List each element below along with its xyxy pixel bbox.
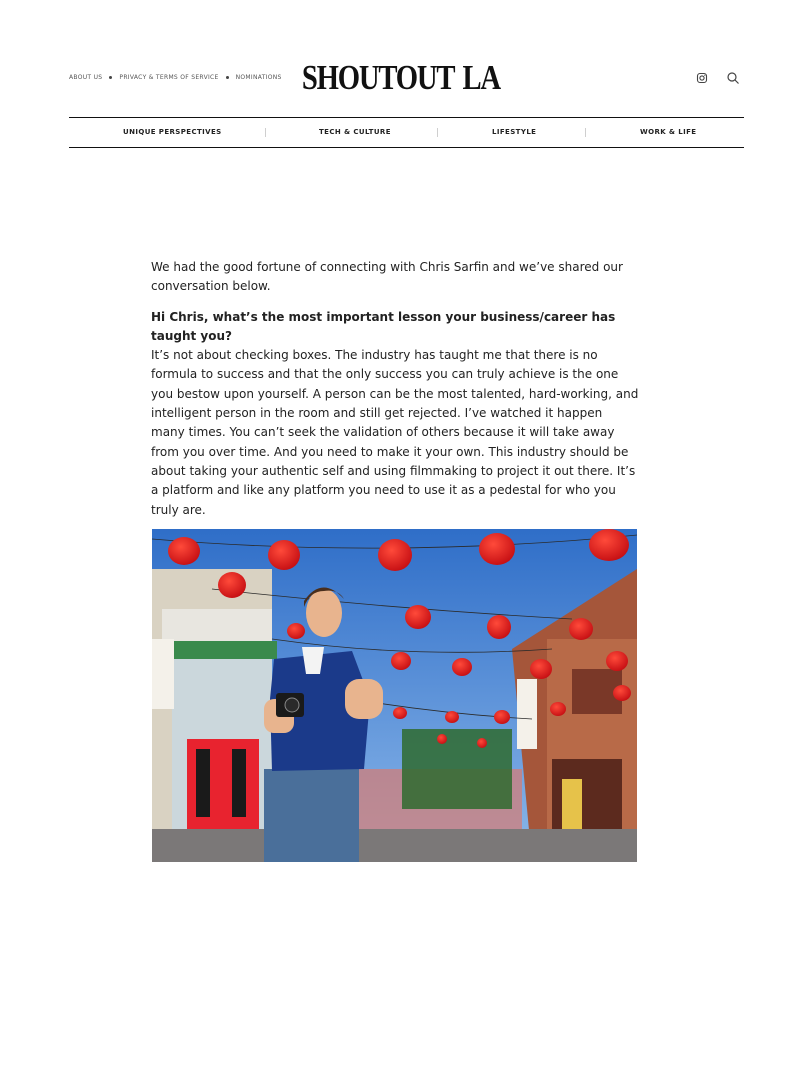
article-photo — [152, 529, 637, 862]
article-intro: We had the good fortune of connecting with Chris Sarfin and we’ve shared our conversation below. — [151, 260, 623, 294]
interview-question: Hi Chris, what’s the most important lesson your business/career has taught you? — [151, 309, 616, 343]
main-nav — [69, 117, 744, 148]
logo-word-shoutout: SHOUTOUT — [301, 58, 455, 97]
ground — [152, 829, 637, 862]
instagram-icon[interactable] — [695, 71, 709, 85]
nav-separator — [265, 128, 266, 137]
nav-lifestyle[interactable]: LIFESTYLE — [492, 128, 537, 136]
left-building — [152, 569, 277, 862]
site-logo[interactable] — [73, 58, 729, 98]
about-us-link[interactable]: ABOUT US — [69, 74, 103, 81]
trees — [402, 729, 512, 809]
nominations-link[interactable]: NOMINATIONS — [235, 74, 282, 81]
logo-word-la: LA — [462, 58, 500, 97]
search-icon[interactable] — [726, 71, 740, 85]
privacy-terms-link[interactable]: PRIVACY & TERMS OF SERVICE — [119, 74, 219, 81]
nav-unique-perspectives[interactable]: UNIQUE PERSPECTIVES — [123, 128, 222, 136]
nav-separator — [437, 128, 438, 137]
photo-illustration — [152, 529, 637, 862]
header-icons — [695, 71, 740, 85]
nav-work-life[interactable]: WORK & LIFE — [640, 128, 697, 136]
article-body — [151, 258, 639, 520]
nav-tech-culture[interactable]: TECH & CULTURE — [319, 128, 391, 136]
nav-separator — [585, 128, 586, 137]
interview-answer: It’s not about checking boxes. The industry has taught me that there is no formula to success and that the only success you can truly achieve is the one you bestow upon yourself. A person can be the most talented, hard-working, and intelligent person in the room and still get rejected. I’ve watched it happen many times. You can’t seek the validation of others because it will take away from you over time. And you need to make it your own. This industry should be about taking your authentic self and using filmmaking to project it out there. It’s a platform and like any platform you need to use it as a pedestal for who you truly are. — [151, 348, 639, 517]
